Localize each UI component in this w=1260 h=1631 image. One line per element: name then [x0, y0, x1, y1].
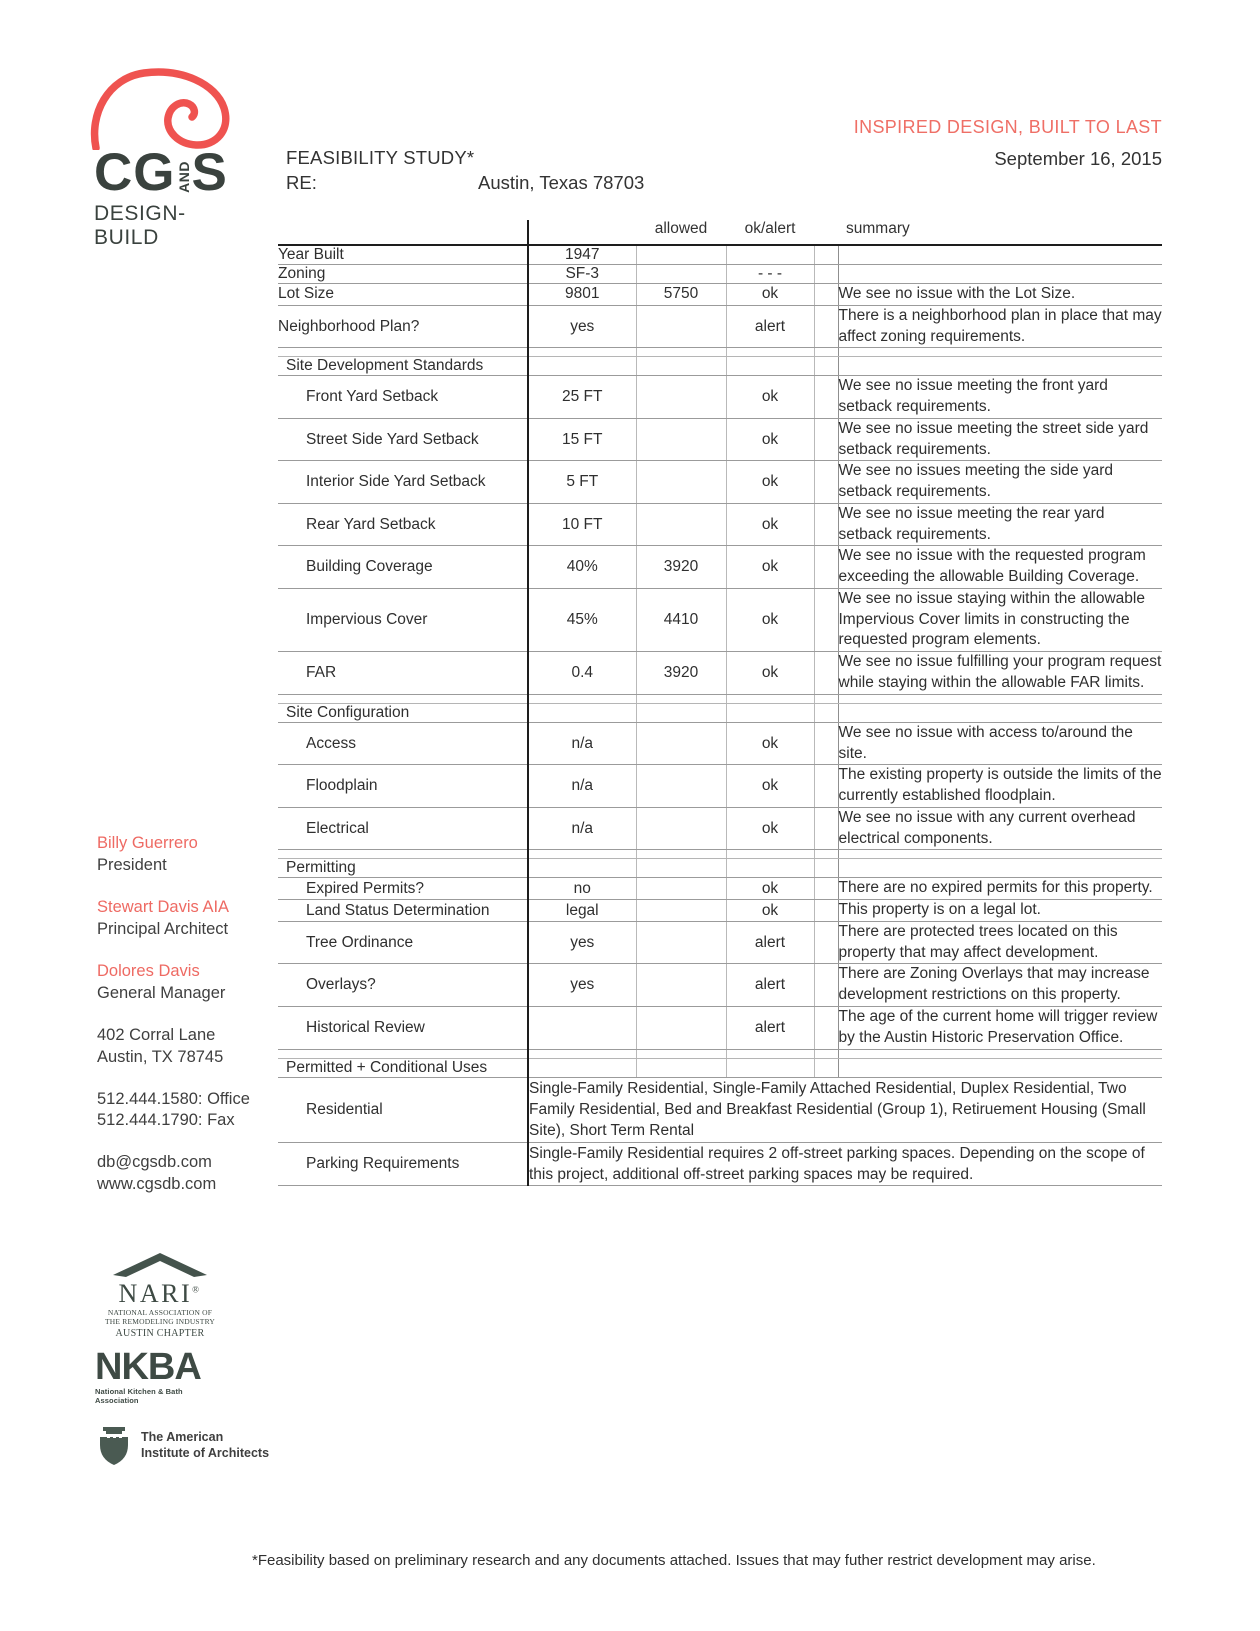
contact-name: Dolores Davis — [97, 961, 200, 980]
table-header-row — [278, 220, 1162, 245]
table-row — [278, 503, 1162, 546]
row-status: ok — [726, 765, 814, 808]
row-value: SF-3 — [528, 265, 636, 284]
row-summary — [838, 245, 1162, 265]
contact-title: President — [97, 855, 167, 874]
row-status: - - - — [726, 265, 814, 284]
section-spacer — [278, 850, 1162, 859]
row-summary: There are protected trees located on this property that may affect development. — [838, 921, 1162, 964]
nari-name-text: NARI — [118, 1279, 193, 1308]
row-value: 40% — [528, 546, 636, 589]
row-value: n/a — [528, 807, 636, 850]
row-label: Overlays? — [278, 964, 528, 1007]
nari-subtitle-line1: NATIONAL ASSOCIATION OF — [107, 1308, 213, 1317]
table-row — [278, 1077, 1162, 1142]
table-row — [278, 546, 1162, 589]
row-allowed: 3920 — [636, 652, 726, 695]
row-status: alert — [726, 305, 814, 348]
row-value: 10 FT — [528, 503, 636, 546]
row-summary: We see no issue meeting the rear yard setback requirements. — [838, 503, 1162, 546]
phone-fax: 512.444.1790: Fax — [97, 1111, 235, 1130]
row-summary: Single-Family Residential, Single-Family Attached Residential, Duplex Residential, Two Family Residential, Bed and Breakfast Residential (Group 1), Retiruement Housing (Small Site), Short Term Rental — [528, 1077, 1162, 1142]
row-label: Building Coverage — [278, 546, 528, 589]
row-allowed — [636, 418, 726, 461]
row-label: Expired Permits? — [278, 878, 528, 900]
row-summary: There are Zoning Overlays that may increase development restrictions on this property. — [838, 964, 1162, 1007]
document-date: September 16, 2015 — [994, 148, 1162, 169]
email-address[interactable]: db@cgsdb.com — [97, 1153, 212, 1172]
row-status: alert — [726, 921, 814, 964]
table-section-header — [278, 703, 1162, 722]
row-allowed — [636, 265, 726, 284]
address-line-1: 402 Corral Lane — [97, 1025, 216, 1044]
row-status — [726, 245, 814, 265]
column-header-value — [528, 220, 636, 245]
row-summary: We see no issue fulfilling your program request while staying within the allowable FAR limits. — [838, 652, 1162, 695]
row-value: yes — [528, 305, 636, 348]
section-label: Permitting — [278, 859, 528, 878]
row-allowed — [636, 305, 726, 348]
nari-wordmark — [119, 1279, 202, 1309]
row-label: Year Built — [278, 245, 528, 265]
table-section-header — [278, 859, 1162, 878]
row-status: ok — [726, 722, 814, 765]
row-status: ok — [726, 503, 814, 546]
row-value: n/a — [528, 722, 636, 765]
row-summary: We see no issue with any current overhead electrical components. — [838, 807, 1162, 850]
row-value: n/a — [528, 765, 636, 808]
table-row — [278, 878, 1162, 900]
row-label: FAR — [278, 652, 528, 695]
row-allowed — [636, 503, 726, 546]
phone-numbers — [97, 1089, 287, 1133]
row-label: Street Side Yard Setback — [278, 418, 528, 461]
section-spacer — [278, 694, 1162, 703]
table-row — [278, 588, 1162, 651]
nari-roof-icon — [112, 1252, 208, 1278]
row-label: Impervious Cover — [278, 588, 528, 651]
row-allowed: 4410 — [636, 588, 726, 651]
row-value: 25 FT — [528, 376, 636, 419]
row-status: ok — [726, 652, 814, 695]
table-row — [278, 921, 1162, 964]
aia-eagle-icon — [95, 1425, 133, 1467]
row-label: Parking Requirements — [278, 1142, 528, 1186]
table-row — [278, 245, 1162, 265]
row-summary: We see no issue meeting the front yard setback requirements. — [838, 376, 1162, 419]
row-allowed — [636, 765, 726, 808]
row-allowed — [636, 461, 726, 504]
row-summary: This property is on a legal lot. — [838, 900, 1162, 922]
row-status: ok — [726, 807, 814, 850]
table-row — [278, 284, 1162, 306]
mailing-address — [97, 1025, 287, 1069]
row-allowed — [636, 900, 726, 922]
section-label: Site Development Standards — [278, 357, 528, 376]
row-summary: We see no issue with access to/around the site. — [838, 722, 1162, 765]
company-tagline: INSPIRED DESIGN, BUILT TO LAST — [853, 117, 1162, 137]
row-value: legal — [528, 900, 636, 922]
contact-person-2 — [97, 897, 287, 941]
nari-chapter: AUSTIN CHAPTER — [115, 1328, 205, 1340]
aia-line-1: The American — [141, 1430, 224, 1445]
company-logo — [88, 68, 248, 250]
contact-person-1 — [97, 833, 287, 877]
table-row — [278, 305, 1162, 348]
row-label: Access — [278, 722, 528, 765]
row-allowed — [636, 722, 726, 765]
row-label: Rear Yard Setback — [278, 503, 528, 546]
contact-person-3 — [97, 961, 287, 1005]
row-value: 0.4 — [528, 652, 636, 695]
row-summary: There is a neighborhood plan in place that may affect zoning requirements. — [838, 305, 1162, 348]
logo-text-cg: CG — [94, 143, 176, 203]
row-label: Front Yard Setback — [278, 376, 528, 419]
row-value: 1947 — [528, 245, 636, 265]
page-title: FEASIBILITY STUDY* — [286, 147, 475, 168]
section-label: Permitted + Conditional Uses — [278, 1058, 528, 1077]
row-summary — [838, 265, 1162, 284]
contact-title: General Manager — [97, 983, 226, 1002]
feasibility-table-container — [278, 220, 1162, 1186]
logo-text-s: S — [191, 143, 227, 203]
table-row — [278, 722, 1162, 765]
row-allowed — [636, 376, 726, 419]
row-status: ok — [726, 376, 814, 419]
row-summary: We see no issue with the requested program exceeding the allowable Building Coverage. — [838, 546, 1162, 589]
row-label: Residential — [278, 1077, 528, 1142]
aia-line-2: Institute of Architects — [141, 1446, 270, 1460]
section-label: Site Configuration — [278, 703, 528, 722]
row-status: ok — [726, 546, 814, 589]
row-status: ok — [726, 418, 814, 461]
row-allowed — [636, 245, 726, 265]
row-summary: We see no issue meeting the street side yard setback requirements. — [838, 418, 1162, 461]
row-status: ok — [726, 461, 814, 504]
row-summary: Single-Family Residential requires 2 off-street parking spaces. Depending on the scope of this project, additional off-street parking spaces may be required. — [528, 1142, 1162, 1186]
website-url[interactable]: www.cgsdb.com — [97, 1175, 217, 1194]
web-contacts — [97, 1152, 287, 1196]
nkba-wordmark: NKBA — [95, 1346, 201, 1388]
table-row — [278, 265, 1162, 284]
table-row — [278, 1006, 1162, 1049]
row-label: Land Status Determination — [278, 900, 528, 922]
table-row — [278, 1142, 1162, 1186]
nari-registered-mark: ® — [192, 1284, 202, 1295]
section-spacer — [278, 348, 1162, 357]
row-value: 5 FT — [528, 461, 636, 504]
logo-text-and: AND — [175, 161, 192, 193]
row-allowed — [636, 921, 726, 964]
column-header-okalert: ok/alert — [744, 220, 796, 237]
row-label: Tree Ordinance — [278, 921, 528, 964]
row-value: 45% — [528, 588, 636, 651]
row-summary: We see no issues meeting the side yard setback requirements. — [838, 461, 1162, 504]
logo-tagline-design-build: DESIGN-BUILD — [94, 202, 186, 249]
left-sidebar — [0, 0, 278, 1631]
row-status: alert — [726, 1006, 814, 1049]
contact-name: Stewart Davis AIA — [97, 897, 230, 916]
spiral-logo-icon — [88, 68, 236, 150]
contact-block — [97, 833, 287, 1196]
table-row — [278, 461, 1162, 504]
row-summary: There are no expired permits for this property. — [838, 878, 1162, 900]
aia-logo — [95, 1425, 280, 1467]
column-header-gap — [814, 220, 838, 245]
row-value — [528, 1006, 636, 1049]
row-allowed: 3920 — [636, 546, 726, 589]
table-section-header — [278, 357, 1162, 376]
feasibility-table — [278, 220, 1162, 1186]
nkba-subtitle: National Kitchen & Bath Association — [95, 1387, 183, 1405]
table-row — [278, 376, 1162, 419]
row-label: Zoning — [278, 265, 528, 284]
row-label: Neighborhood Plan? — [278, 305, 528, 348]
aia-text-block — [141, 1430, 269, 1461]
row-allowed — [636, 878, 726, 900]
row-status: ok — [726, 588, 814, 651]
nari-logo — [100, 1252, 220, 1339]
address-line-2: Austin, TX 78745 — [97, 1047, 224, 1066]
table-row — [278, 964, 1162, 1007]
row-status: alert — [726, 964, 814, 1007]
row-status: ok — [726, 284, 814, 306]
row-value: yes — [528, 921, 636, 964]
footnote-disclaimer: *Feasibility based on preliminary research and any documents attached. Issues that may futher restrict development may arise. — [252, 1552, 1096, 1569]
row-allowed — [636, 964, 726, 1007]
row-value: 9801 — [528, 284, 636, 306]
row-summary: We see no issue staying within the allowable Impervious Cover limits in constructing the requested program elements. — [838, 588, 1162, 651]
row-summary: The age of the current home will trigger review by the Austin Historic Preservation Office. — [838, 1006, 1162, 1049]
table-row — [278, 807, 1162, 850]
row-status: ok — [726, 900, 814, 922]
row-status: ok — [726, 878, 814, 900]
table-row — [278, 652, 1162, 695]
table-row — [278, 418, 1162, 461]
contact-title: Principal Architect — [97, 919, 229, 938]
row-value: no — [528, 878, 636, 900]
table-section-header — [278, 1058, 1162, 1077]
row-label: Lot Size — [278, 284, 528, 306]
re-label: RE: — [286, 172, 317, 193]
table-row — [278, 900, 1162, 922]
row-label: Interior Side Yard Setback — [278, 461, 528, 504]
nari-subtitle-line2: THE REMODELING INDUSTRY — [104, 1316, 215, 1326]
column-header-item — [278, 220, 528, 245]
row-value: yes — [528, 964, 636, 1007]
column-header-summary: summary — [846, 220, 910, 237]
row-summary: We see no issue with the Lot Size. — [838, 284, 1162, 306]
row-value: 15 FT — [528, 418, 636, 461]
table-row — [278, 765, 1162, 808]
contact-name: Billy Guerrero — [97, 834, 198, 852]
re-property-address: Austin, Texas 78703 — [478, 172, 645, 193]
section-spacer — [278, 1049, 1162, 1058]
row-label: Floodplain — [278, 765, 528, 808]
row-summary: The existing property is outside the limits of the currently established floodplain. — [838, 765, 1162, 808]
phone-office: 512.444.1580: Office — [97, 1089, 250, 1108]
row-label: Historical Review — [278, 1006, 528, 1049]
row-allowed: 5750 — [636, 284, 726, 306]
row-allowed — [636, 807, 726, 850]
column-header-allowed: allowed — [654, 220, 708, 237]
row-label: Electrical — [278, 807, 528, 850]
row-allowed — [636, 1006, 726, 1049]
nkba-logo — [95, 1348, 225, 1405]
